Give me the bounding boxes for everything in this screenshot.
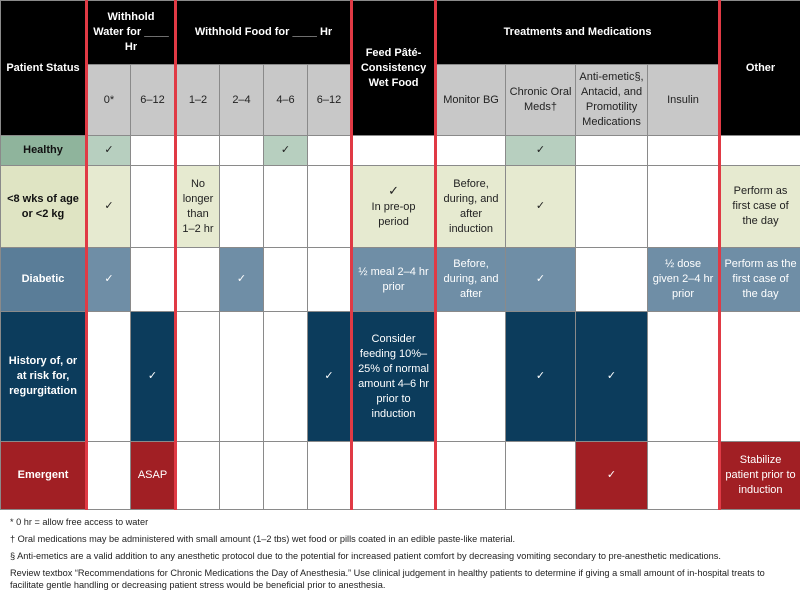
young-monitor-bg-note: Before, during, and after induction (436, 166, 506, 248)
cell-empty (131, 166, 176, 248)
diabetic-other-note: Perform as the first case of the day (720, 248, 800, 312)
header-feed-pate: Feed Pâté-Consistency Wet Food (352, 1, 436, 136)
cell-empty (220, 166, 264, 248)
young-feed-pate-note (352, 166, 436, 248)
header-treatments-medications: Treatments and Medications (436, 1, 720, 65)
check-healthy-water-0: ✓ (87, 136, 131, 166)
row-label-regurgitation: History of, or at risk for, regurgitation (1, 312, 87, 442)
cell-empty (308, 442, 352, 510)
cell-empty (648, 136, 720, 166)
cell-empty (264, 166, 308, 248)
cell-empty (264, 248, 308, 312)
cell-empty (264, 312, 308, 442)
cell-empty (648, 442, 720, 510)
cell-empty (436, 442, 506, 510)
check-regurgitation-antiemetic: ✓ (576, 312, 648, 442)
check-young-water-0: ✓ (87, 166, 131, 248)
diabetic-insulin-note: ½ dose given 2–4 hr prior (648, 248, 720, 312)
row-healthy (1, 136, 800, 166)
row-label-emergent: Emergent (1, 442, 87, 510)
check-young-feed-pate: ✓ (388, 183, 399, 198)
cell-empty (220, 442, 264, 510)
regurgitation-feed-pate-note: Consider feeding 10%–25% of normal amount 4–6 hr prior to induction (352, 312, 436, 442)
young-food-1-2-note: No longer than 1–2 hr (176, 166, 220, 248)
subheader-chronic-oral-meds: Chronic Oral Meds† (506, 65, 576, 136)
footnote-oral-meds: † Oral medications may be administered with small amount (1–2 tbs) wet food or pills coated in an edible paste-like material. (10, 534, 516, 544)
emergent-water-asap: ASAP (131, 442, 176, 510)
subheader-antiemetic: Anti-emetic§, Antacid, and Promotility Medications (576, 65, 648, 136)
footnote-zero-hr: * 0 hr = allow free access to water (10, 517, 149, 527)
header-patient-status: Patient Status (1, 1, 87, 136)
row-regurgitation (1, 312, 800, 442)
subheader-insulin: Insulin (648, 65, 720, 136)
check-young-chronic-oral-meds: ✓ (506, 166, 576, 248)
header-other: Other (720, 1, 800, 136)
subheader-monitor-bg: Monitor BG (436, 65, 506, 136)
cell-empty (352, 442, 436, 510)
cell-empty (436, 136, 506, 166)
cell-empty (131, 136, 176, 166)
check-diabetic-food-2-4: ✓ (220, 248, 264, 312)
cell-empty (308, 248, 352, 312)
row-diabetic (1, 248, 800, 312)
cell-empty (308, 166, 352, 248)
check-emergent-antiemetic: ✓ (576, 442, 648, 510)
row-label-young-small: <8 wks of age or <2 kg (1, 166, 87, 248)
row-emergent (1, 442, 800, 510)
row-label-healthy: Healthy (1, 136, 87, 166)
diabetic-monitor-bg-note: Before, during, and after (436, 248, 506, 312)
cell-empty (176, 442, 220, 510)
young-other-note: Perform as first case of the day (720, 166, 800, 248)
row-label-diabetic: Diabetic (1, 248, 87, 312)
header-withhold-food: Withhold Food for ____ Hr (176, 1, 352, 65)
check-regurgitation-chronic-oral-meds: ✓ (506, 312, 576, 442)
cell-empty (176, 312, 220, 442)
cell-empty (220, 136, 264, 166)
footnotes (10, 516, 794, 591)
subheader-water-6-12: 6–12 (131, 65, 176, 136)
subheader-food-4-6: 4–6 (264, 65, 308, 136)
check-healthy-chronic-oral-meds: ✓ (506, 136, 576, 166)
young-feed-pate-text: In pre-op period (371, 201, 416, 228)
cell-empty (87, 442, 131, 510)
cell-empty (176, 248, 220, 312)
cell-empty (308, 136, 352, 166)
check-diabetic-water-0: ✓ (87, 248, 131, 312)
header-withhold-water: Withhold Water for ____ Hr (87, 1, 176, 65)
subheader-water-0: 0* (87, 65, 131, 136)
subheader-food-1-2: 1–2 (176, 65, 220, 136)
cell-empty (131, 248, 176, 312)
diabetic-feed-pate-note: ½ meal 2–4 hr prior (352, 248, 436, 312)
cell-empty (648, 312, 720, 442)
cell-empty (176, 136, 220, 166)
cell-empty (352, 136, 436, 166)
cell-empty (506, 442, 576, 510)
subheader-food-2-4: 2–4 (220, 65, 264, 136)
footnote-review-textbox: Review textbox “Recommendations for Chronic Medications the Day of Anesthesia.” Use clinical judgement in healthy patients to determine if giving a small amount of in-hospital treats to facilitate gentle handling or decreasing patient stress would be beneficial prior to anesthesia. (10, 568, 765, 590)
cell-empty (576, 248, 648, 312)
cell-empty (220, 312, 264, 442)
cell-empty (576, 166, 648, 248)
emergent-other-note: Stabilize patient prior to induction (720, 442, 800, 510)
row-young-small (1, 166, 800, 248)
check-regurgitation-water-6-12: ✓ (131, 312, 176, 442)
cell-empty (720, 136, 800, 166)
cell-empty (648, 166, 720, 248)
subheader-food-6-12: 6–12 (308, 65, 352, 136)
footnote-antiemetics: § Anti-emetics are a valid addition to any anesthetic protocol due to the potential for increased patient comfort by decreasing vomiting secondary to pre-anesthetic medications. (10, 551, 721, 561)
cell-empty (264, 442, 308, 510)
cell-empty (720, 312, 800, 442)
check-healthy-food-4-6: ✓ (264, 136, 308, 166)
check-diabetic-chronic-oral-meds: ✓ (506, 248, 576, 312)
cell-empty (87, 312, 131, 442)
cell-empty (576, 136, 648, 166)
header-row-top (1, 1, 800, 65)
check-regurgitation-food-6-12: ✓ (308, 312, 352, 442)
cell-empty (436, 312, 506, 442)
